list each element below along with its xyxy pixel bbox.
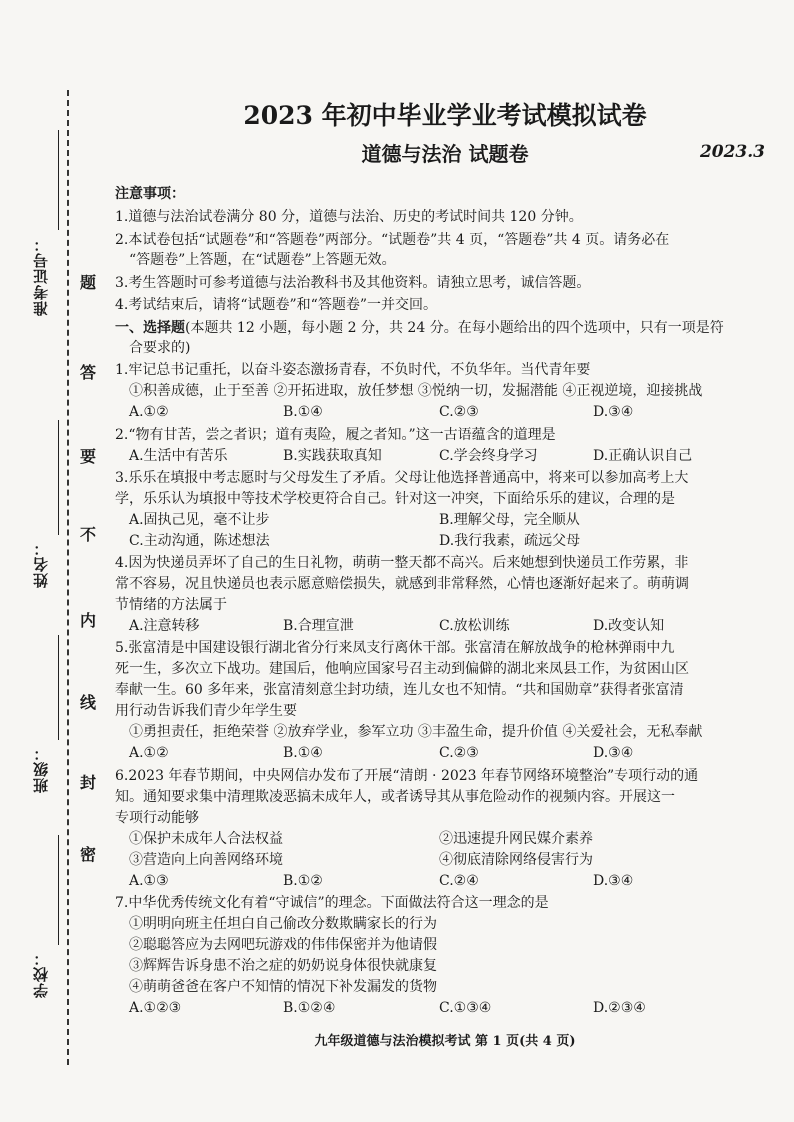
option-d: D.②③④ — [593, 1000, 646, 1016]
option-b: B.实践获取真知 — [283, 448, 382, 464]
section-heading-cont: 合要求的) — [129, 340, 191, 356]
note-item: 1.道德与法治试卷满分 80 分，道德与法治、历史的考试时间共 120 分钟。 — [115, 209, 583, 225]
school-line — [58, 835, 59, 945]
exam-id-line — [58, 130, 59, 230]
option-c: C.学会终身学习 — [439, 448, 538, 464]
name-label: 姓名： — [32, 540, 50, 588]
question-stem: 常不容易，况且快递员也表示愿意赔偿损失，就感到非常释然，心情也逐渐好起来了。萌萌调 — [115, 576, 689, 592]
question-item: ①积善成德，止于至善 ②开拓进取，放任梦想 ③悦纳一切，发掘潜能 ④正视逆境，迎接挑战 — [129, 383, 703, 399]
class-label: 班级： — [32, 745, 50, 793]
school-label: 学校： — [32, 950, 50, 998]
seal-char: 题 — [79, 273, 96, 292]
exam-title: 2023 年初中毕业学业考试模拟试卷 — [243, 101, 647, 130]
question-item: ④萌萌爸爸在客户不知情的情况下补发漏发的货物 — [129, 979, 437, 995]
option-d: D.③④ — [593, 873, 634, 889]
question-stem: 死一生，多次立下战功。建国后，他响应国家号召主动到偏僻的湖北来凤县工作，为贫困山区 — [115, 661, 689, 677]
question-item: ②聪聪答应为去网吧玩游戏的伟伟保密并为他请假 — [129, 937, 437, 953]
question-stem: 6.2023 年春节期间，中央网信办发布了开展“清朗 · 2023 年春节网络环境整治”专项行动的通 — [115, 768, 699, 784]
seal-char: 密 — [79, 845, 96, 864]
option-d: D.改变认知 — [593, 618, 665, 634]
exam-date: 2023.3 — [699, 142, 765, 162]
option-b: B.①④ — [283, 745, 323, 761]
seal-char: 答 — [79, 363, 96, 382]
seal-char: 封 — [79, 773, 96, 792]
section-heading-bold: 一、选择题 — [115, 320, 185, 336]
question-item: ①保护未成年人合法权益 — [129, 831, 283, 847]
option-c: C.②③ — [439, 745, 479, 761]
question-item: ④彻底清除网络侵害行为 — [439, 852, 593, 868]
class-line — [58, 635, 59, 740]
question-stem: 用行动告诉我们青少年学生要 — [115, 703, 297, 719]
option-a: A.①③ — [129, 873, 169, 889]
option-a: A.生活中有苦乐 — [129, 448, 228, 464]
seal-char: 要 — [79, 447, 96, 466]
seal-char: 内 — [79, 611, 96, 630]
question-item: ③营造向上向善网络环境 — [129, 852, 283, 868]
option-d: D.正确认识自己 — [593, 448, 693, 464]
name-line — [58, 420, 59, 535]
option-a: A.固执己见，毫不让步 — [129, 512, 270, 528]
option-a: A.①② — [129, 404, 169, 420]
option-b: B.合理宣泄 — [283, 618, 354, 634]
option-d: D.③④ — [593, 404, 634, 420]
question-item: ③辉辉告诉身患不治之症的奶奶说身体很快就康复 — [129, 958, 437, 974]
question-stem: 学，乐乐认为填报中等技术学校更符合自己。针对这一冲突，下面给乐乐的建议，合理的是 — [115, 491, 675, 507]
seal-dashed-line — [67, 90, 69, 1065]
section-heading — [115, 318, 724, 338]
question-stem: 知。通知要求集中清理欺凌恶搞未成年人，或者诱导其从事危险动作的视频内容。开展这一 — [115, 789, 675, 805]
notes-heading: 注意事项： — [115, 186, 185, 202]
option-b: B.①② — [283, 873, 323, 889]
option-b: B.①②④ — [283, 1000, 336, 1016]
seal-char: 线 — [79, 693, 96, 712]
note-item: “答题卷”上答题，在“试题卷”上答题无效。 — [129, 252, 396, 268]
seal-char: 不 — [79, 525, 96, 544]
page-footer: 九年级道德与法治模拟考试 第 1 页(共 4 页) — [314, 1034, 576, 1049]
note-item: 4.考试结束后，请将“试题卷”和“答题卷”一并交回。 — [115, 297, 437, 313]
question-stem: 4.因为快递员弄坏了自己的生日礼物，萌萌一整天都不高兴。后来她想到快递员工作劳累，非 — [115, 555, 689, 571]
option-d: D.我行我素，疏远父母 — [439, 533, 581, 549]
question-stem: 奉献一生。60 多年来，张富清刻意尘封功绩，连儿女也不知情。“共和国勋章”获得者张富清 — [115, 682, 684, 698]
question-item: ②迅速提升网民媒介素养 — [439, 831, 593, 847]
note-item: 3.考生答题时可参考道德与法治教科书及其他资料。请独立思考，诚信答题。 — [115, 275, 591, 291]
option-c: C.①③④ — [439, 1000, 492, 1016]
question-stem: 1.牢记总书记重托，以奋斗姿态激扬青春，不负时代，不负华年。当代青年要 — [115, 362, 591, 378]
option-c: C.②③ — [439, 404, 479, 420]
question-stem: 2.“物有甘苦，尝之者识；道有夷险，履之者知。”这一古语蕴含的道理是 — [115, 427, 556, 443]
question-stem: 专项行动能够 — [115, 810, 199, 826]
option-c: C.放松训练 — [439, 618, 510, 634]
option-a: A.①② — [129, 745, 169, 761]
exam-id-label: 准考证号： — [32, 236, 50, 316]
question-stem: 5.张富清是中国建设银行湖北省分行来凤支行离休干部。张富清在解放战争的枪林弹雨中九 — [115, 640, 675, 656]
question-item: ①勇担责任，拒绝荣誉 ②放弃学业，参军立功 ③丰盈生命，提升价值 ④关爱社会，无私奉献 — [129, 724, 703, 740]
option-b: B.①④ — [283, 404, 323, 420]
question-stem: 3.乐乐在填报中考志愿时与父母发生了矛盾。父母让他选择普通高中，将来可以参加高考上大 — [115, 470, 689, 486]
question-item: ①明明向班主任坦白自己偷改分数欺瞒家长的行为 — [129, 916, 437, 932]
exam-subtitle: 道德与法治 试题卷 — [361, 142, 529, 166]
binding-margin — [0, 0, 108, 1122]
option-a: A.①②③ — [129, 1000, 182, 1016]
option-d: D.③④ — [593, 745, 634, 761]
question-stem: 7.中华优秀传统文化有着“守诚信”的理念。下面做法符合这一理念的是 — [115, 895, 549, 911]
option-c: C.②④ — [439, 873, 479, 889]
option-c: C.主动沟通，陈述想法 — [129, 533, 270, 549]
section-heading-rest: (本题共 12 小题，每小题 2 分，共 24 分。在每小题给出的四个选项中，只有一项是符 — [185, 320, 724, 336]
option-b: B.理解父母，完全顺从 — [439, 512, 580, 528]
note-item: 2.本试卷包括“试题卷”和“答题卷”两部分。“试题卷”共 4 页，“答题卷”共 4 页。请务必在 — [115, 232, 670, 248]
question-stem: 节情绪的方法属于 — [115, 597, 227, 613]
option-a: A.注意转移 — [129, 618, 200, 634]
